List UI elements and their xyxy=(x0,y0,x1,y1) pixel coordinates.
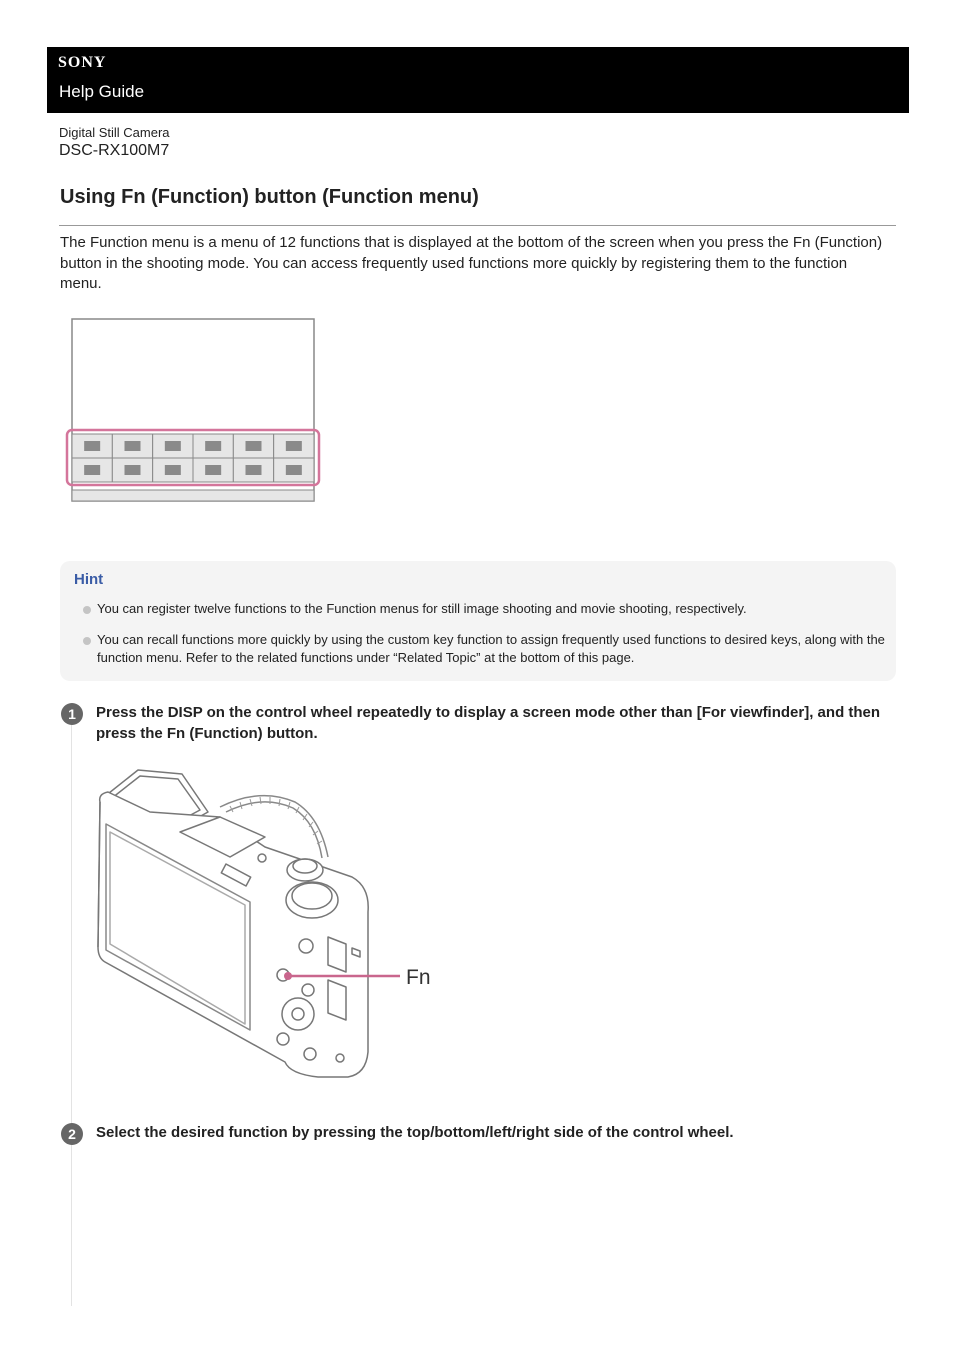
function-icon xyxy=(125,441,141,451)
hint-item xyxy=(97,631,887,667)
step-number-badge: 2 xyxy=(61,1123,83,1145)
product-category: Digital Still Camera xyxy=(59,125,170,140)
page-title: Using Fn (Function) button (Function menu) xyxy=(60,186,479,208)
hint-item xyxy=(97,600,887,618)
help-guide-label: Help Guide xyxy=(59,82,145,101)
function-icon xyxy=(205,441,221,451)
fn-callout-label: Fn xyxy=(406,966,431,989)
page-header xyxy=(47,47,909,113)
bullet-icon xyxy=(83,606,91,614)
function-icon xyxy=(205,465,221,475)
title-divider xyxy=(59,225,896,226)
function-icon xyxy=(125,465,141,475)
sony-logo: SONY xyxy=(58,54,107,71)
function-icon xyxy=(84,465,100,475)
hint-item-text: You can register twelve functions to the Function menus for still image shooting and movie shooting, respectively. xyxy=(97,601,747,616)
function-icon xyxy=(286,465,302,475)
function-menu-grid xyxy=(72,434,314,482)
step-number-badge: 1 xyxy=(61,703,83,725)
product-model: DSC-RX100M7 xyxy=(59,142,170,159)
hint-item-text: You can recall functions more quickly by using the custom key function to assign frequently used functions to desired keys, along with the function menu. Refer to the related functions under “Related Topic” at the bottom of this page. xyxy=(97,632,885,665)
function-icon xyxy=(286,441,302,451)
function-icon xyxy=(246,465,262,475)
step-1-text: Press the DISP on the control wheel repeatedly to display a screen mode other than [For viewfinder], and then press the Fn (Function) button. xyxy=(96,704,881,742)
function-icon xyxy=(165,465,181,475)
bullet-icon xyxy=(83,637,91,645)
hint-box xyxy=(60,561,896,681)
function-menu-illustration xyxy=(62,314,324,506)
hint-title: Hint xyxy=(74,571,104,588)
function-icon xyxy=(165,441,181,451)
function-icon xyxy=(246,441,262,451)
intro-paragraph: The Function menu is a menu of 12 functions that is displayed at the bottom of the screen when you press the Fn (Function) button in the shooting mode. You can access frequently used functions more quickly by registering them to the function menu. xyxy=(60,234,883,292)
step-2-text: Select the desired function by pressing the top/bottom/left/right side of the control wheel. xyxy=(96,1124,734,1141)
camera-back-illustration xyxy=(90,762,440,1082)
steps-connector-line xyxy=(71,712,72,1306)
function-icon xyxy=(84,441,100,451)
